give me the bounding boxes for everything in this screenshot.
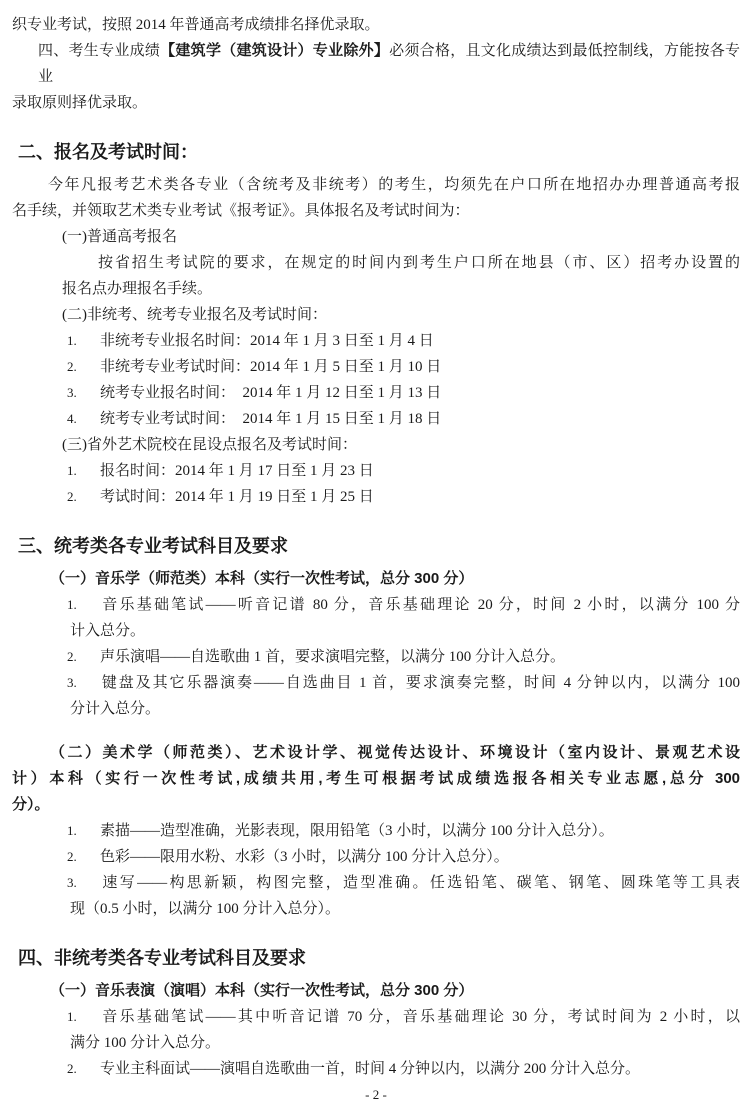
list-item <box>12 458 740 484</box>
list-item-continuation: 满分 100 分计入总分。 <box>70 1035 221 1051</box>
list-item-number: 1. <box>67 823 77 838</box>
list-item-text: 专业主科面试——演唱自选歌曲一首，时间 4 分钟以内，以满分 200 分计入总分。 <box>100 1061 641 1077</box>
list-item-number: 2. <box>67 849 77 864</box>
section-3-heading: 三、统考类各专业考试科目及要求 <box>18 536 288 556</box>
list-item <box>12 1004 740 1030</box>
list-item-number: 4. <box>67 411 77 426</box>
list-item-number: 1. <box>67 463 77 478</box>
intro-line-3: 录取原则择优录取。 <box>12 95 148 111</box>
list-item-number: 2. <box>67 489 77 504</box>
section-3-sub-2-title-line-2: 计）本科（实行一次性考试,成绩共用,考生可根据考试成绩选报各相关专业志愿,总分 300 <box>12 770 740 787</box>
section-3-sub-2-title-line-3: 分）。 <box>12 796 50 813</box>
list-item <box>12 592 740 618</box>
list-item-number: 3. <box>67 385 77 400</box>
section-2-paragraph-line-1: 今年凡报考艺术类各专业（含统考及非统考）的考生，均须先在户口所在地招办办理普通高考报 <box>48 177 740 193</box>
list-item-number: 2. <box>67 1061 77 1076</box>
list-item-number: 1. <box>67 333 77 348</box>
list-item-number: 2. <box>67 649 77 664</box>
section-2-sub-3-title: (三)省外艺术院校在昆设点报名及考试时间： <box>62 437 357 453</box>
list-item-continuation: 现（0.5 小时，以满分 100 分计入总分）。 <box>70 901 341 917</box>
list-item-text: 考试时间：2014 年 1 月 19 日至 1 月 25 日 <box>100 489 374 505</box>
section-3-sub-2-title-line-1: （二）美术学（师范类）、艺术设计学、视觉传达设计、环境设计（室内设计、景观艺术设 <box>50 744 740 761</box>
section-2-sub-1-line-1: 按省招生考试院的要求，在规定的时间内到考生户口所在地县（市、区）招考办设置的 <box>98 255 740 271</box>
intro-line-2 <box>12 38 740 90</box>
section-4-heading: 四、非统考类各专业考试科目及要求 <box>18 948 306 968</box>
list-item-number: 1. <box>67 1009 77 1024</box>
list-item <box>12 406 740 432</box>
section-3-sub-1-title: （一）音乐学（师范类）本科（实行一次性考试，总分 300 分） <box>50 570 474 587</box>
list-item-continuation: 分计入总分。 <box>70 701 161 717</box>
list-item <box>12 844 740 870</box>
intro-line-2-bold-bracket: 【建筑学（建筑设计）专业除外】 <box>160 42 390 59</box>
section-2-sub-1-line-2: 报名点办理报名手续。 <box>62 281 213 297</box>
list-item-number: 3. <box>67 675 77 690</box>
list-item-continuation: 计入总分。 <box>70 623 146 639</box>
intro-line-1: 织专业考试，按照 2014 年普通高考成绩排名择优录取。 <box>12 17 380 33</box>
spacer <box>12 722 740 740</box>
list-item-text: 音乐基础笔试——听音记谱 80 分，音乐基础理论 20 分，时间 2 小时，以满分 100 分 <box>100 597 740 613</box>
intro-line-2-post: 必须合格，且文化成绩达到最低控制线，方能按各专业 <box>38 43 740 85</box>
list-item-text: 统考专业报名时间： 2014 年 1 月 12 日至 1 月 13 日 <box>100 385 442 401</box>
section-2-sub-1-title: (一)普通高考报名 <box>62 229 177 245</box>
list-item <box>12 870 740 896</box>
list-item-text: 素描——造型准确，光影表现，限用铅笔（3 小时，以满分 100 分计入总分）。 <box>100 823 614 839</box>
section-2-heading: 二、报名及考试时间： <box>18 142 198 162</box>
list-item-text: 音乐基础笔试——其中听音记谱 70 分，音乐基础理论 30 分，考试时间为 2 小时，以 <box>100 1009 740 1025</box>
page-number: - 2 - <box>365 1087 387 1102</box>
list-item <box>12 380 740 406</box>
list-item <box>12 354 740 380</box>
section-4-sub-1-title: （一）音乐表演（演唱）本科（实行一次性考试，总分 300 分） <box>50 982 474 999</box>
intro-line-2-pre: 四、考生专业成绩 <box>38 43 161 59</box>
list-item-text: 键盘及其它乐器演奏——自选曲目 1 首，要求演奏完整，时间 4 分钟以内，以满分 100 <box>100 675 740 691</box>
list-item-text: 非统考专业报名时间：2014 年 1 月 3 日至 1 月 4 日 <box>100 333 434 349</box>
list-item-number: 2. <box>67 359 77 374</box>
list-item-text: 色彩——限用水粉、水彩（3 小时，以满分 100 分计入总分）。 <box>100 849 509 865</box>
list-item <box>12 818 740 844</box>
list-item-number: 3. <box>67 875 77 890</box>
list-item-text: 声乐演唱——自选歌曲 1 首，要求演唱完整，以满分 100 分计入总分。 <box>100 649 566 665</box>
list-item <box>12 1056 740 1082</box>
list-item-text: 统考专业考试时间： 2014 年 1 月 15 日至 1 月 18 日 <box>100 411 442 427</box>
list-item-text: 报名时间：2014 年 1 月 17 日至 1 月 23 日 <box>100 463 374 479</box>
list-item <box>12 644 740 670</box>
list-item <box>12 484 740 510</box>
list-item-number: 1. <box>67 597 77 612</box>
section-2-paragraph-line-2: 名手续，并领取艺术类专业考试《报考证》。具体报名及考试时间为： <box>12 203 470 219</box>
list-item <box>12 328 740 354</box>
section-2-sub-2-title: (二)非统考、统考专业报名及考试时间： <box>62 307 327 323</box>
list-item-text: 非统考专业考试时间：2014 年 1 月 5 日至 1 月 10 日 <box>100 359 442 375</box>
list-item-text: 速写——构思新颖，构图完整，造型准确。任选铅笔、碳笔、钢笔、圆珠笔等工具表 <box>100 875 740 891</box>
list-item <box>12 670 740 696</box>
